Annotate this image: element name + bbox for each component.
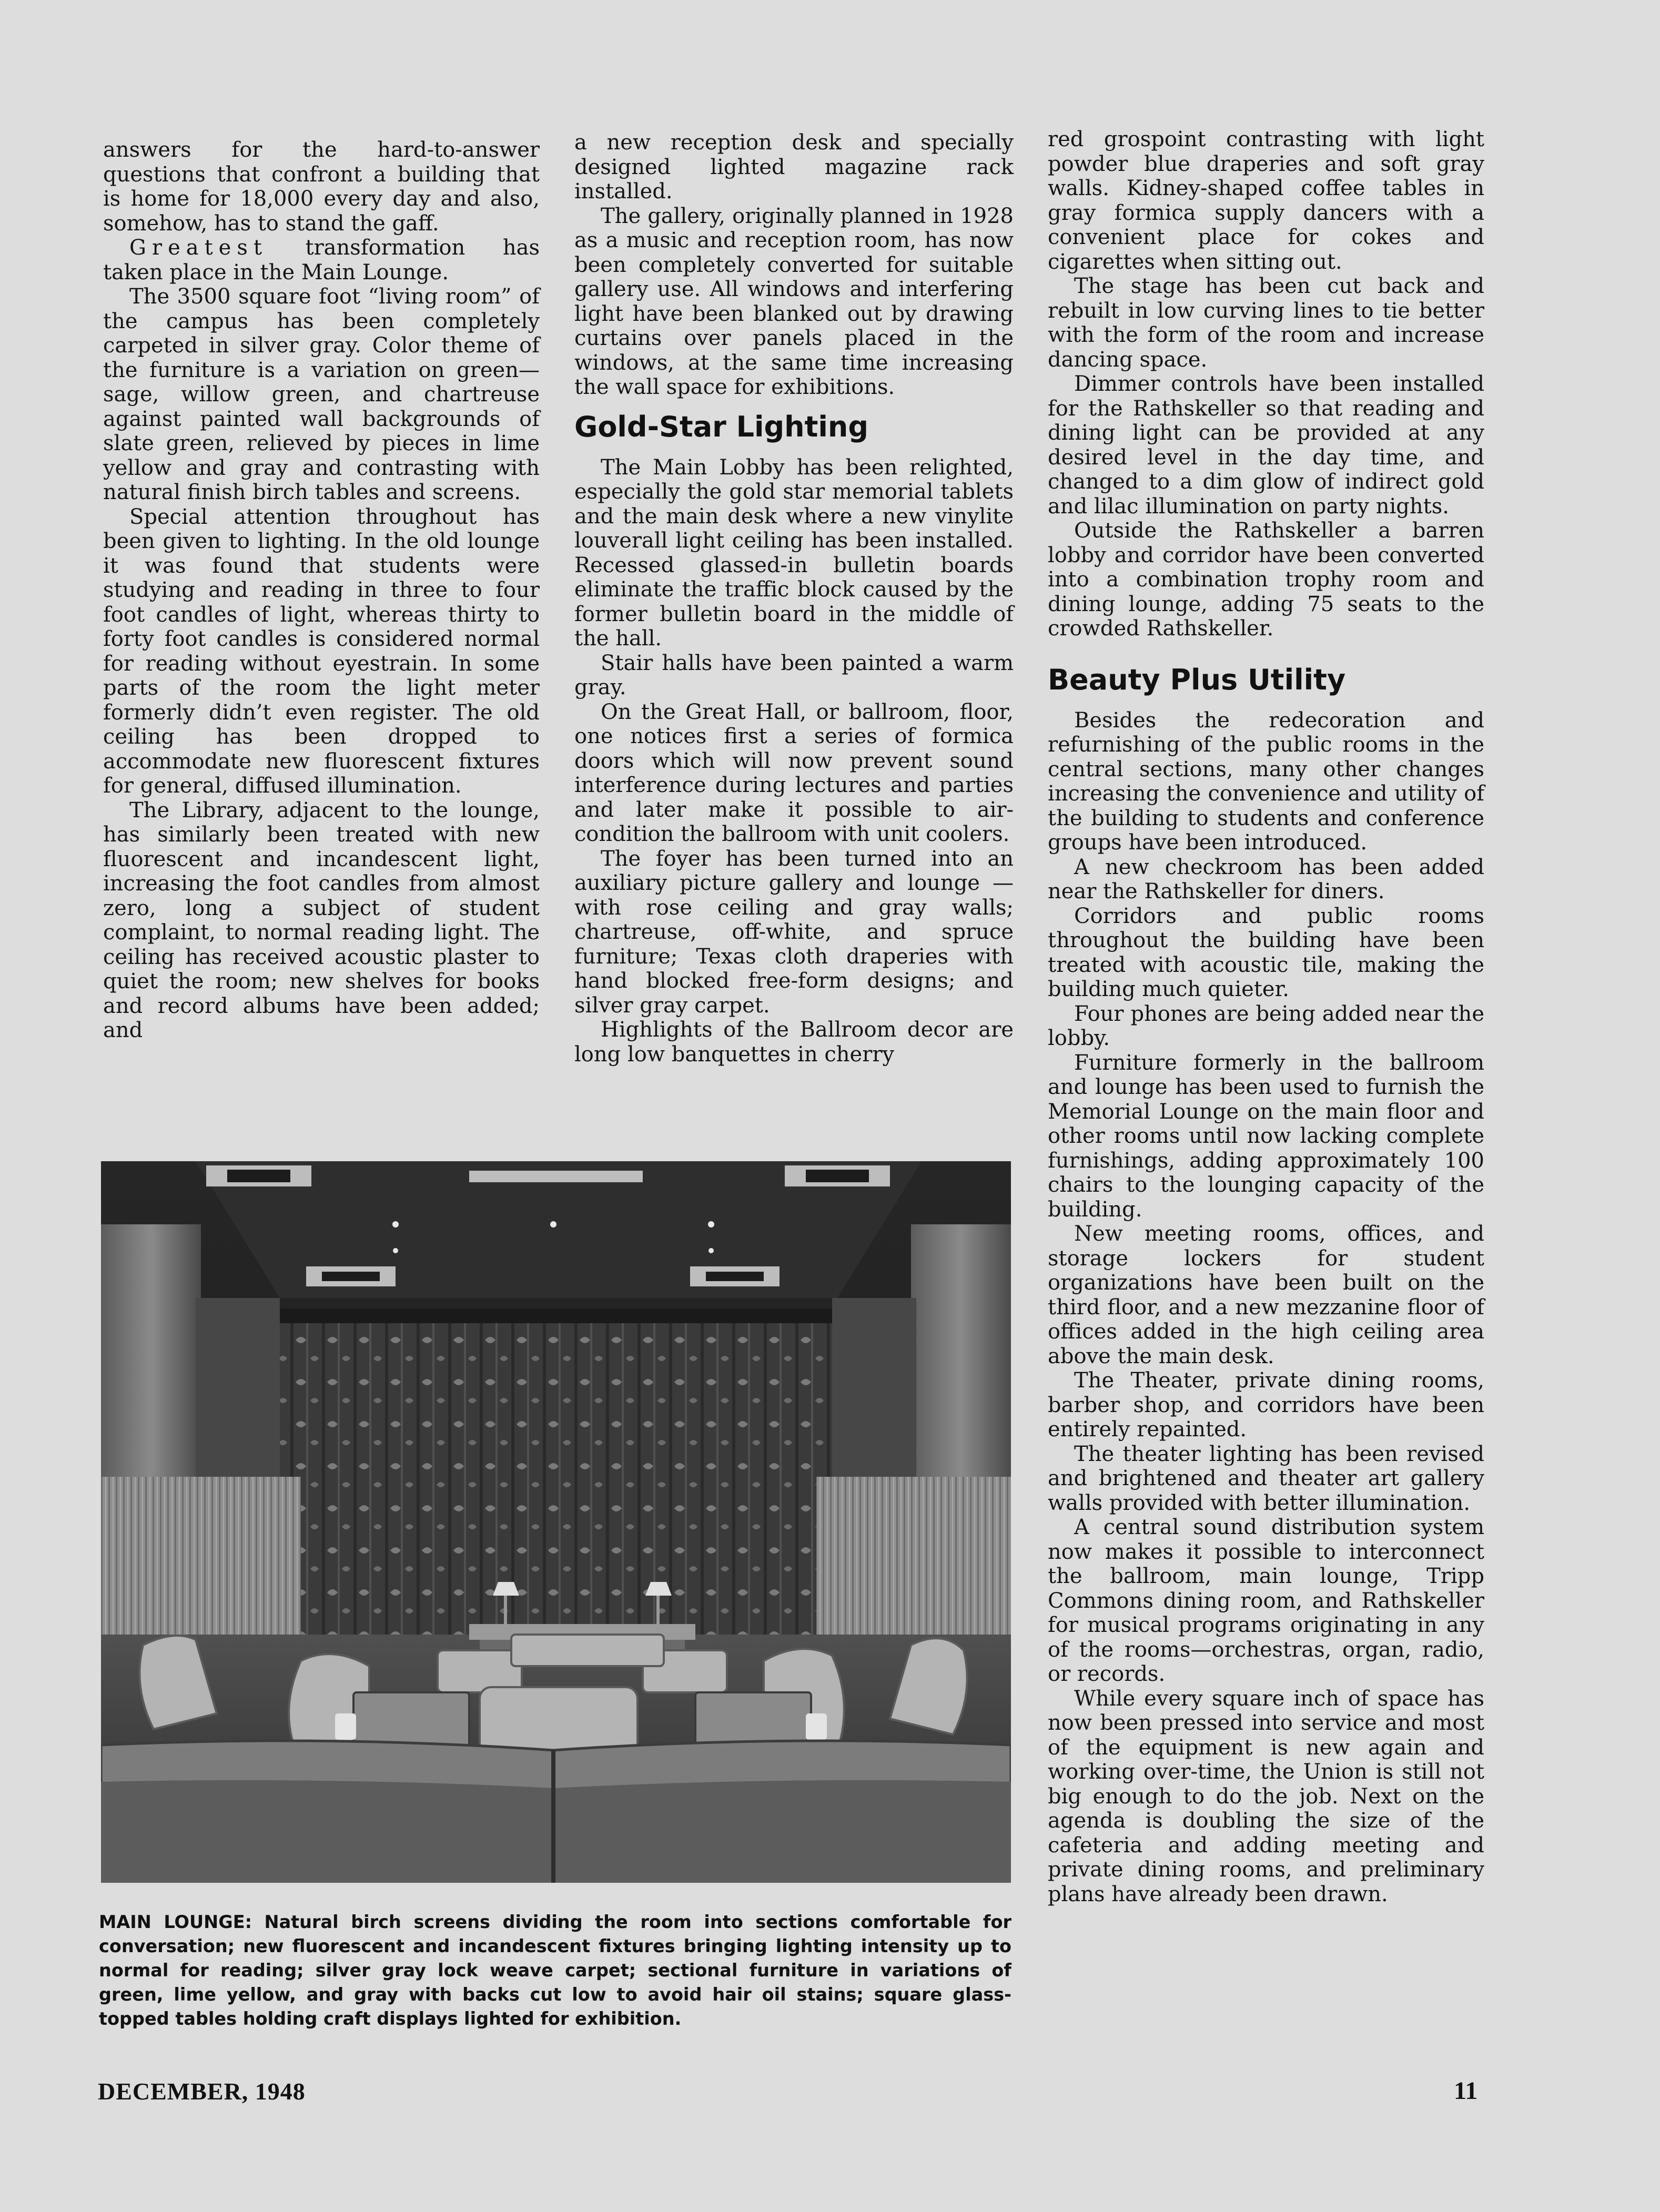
paragraph: answers for the hard-to-answer questions that confront a building that is home for 18,000 every day and also, somehow, has to stand the gaff.: [103, 138, 540, 236]
paragraph: New meeting rooms, offices, and storage lockers for student organizations have been built on the third floor, and a new mezzanine floor of offices added in the high ceiling area above the main desk.: [1048, 1222, 1484, 1368]
paragraph: a new reception desk and specially designed lighted magazine rack installed.: [574, 130, 1014, 204]
text-column-3: [1048, 127, 1484, 1906]
text-column-1: [103, 138, 540, 1043]
paragraph: red grospoint contrasting with light powder blue draperies and soft gray walls. Kidney-shaped coffee tables in gray formica supply dancers with a convenient place for cokes and cigarettes when sitting out.: [1048, 127, 1484, 274]
paragraph: Dimmer controls have been installed for the Rathskeller so that reading and dining light can be provided at any desired level in the day time, and changed to a dim glow of indirect gold and lilac illumination on party nights.: [1048, 372, 1484, 519]
paragraph: The stage has been cut back and rebuilt in low curving lines to tie better with the form of the room and increase dancing space.: [1048, 274, 1484, 372]
paragraph: Furniture formerly in the ballroom and lounge has been used to furnish the Memorial Lounge on the main floor and other rooms until now lacking complete furnishings, adding approximately 100 chairs to the lounging capacity of the building.: [1048, 1050, 1484, 1222]
paragraph: The foyer has been turned into an auxiliary picture gallery and lounge —with rose ceiling and gray walls; chartreuse, off-white, and spruce furniture; Texas cloth draperies with hand blocked free-form designs; and silver gray carpet.: [574, 846, 1014, 1018]
paragraph: A central sound distribution system now makes it possible to interconnect the ballroom, main lounge, Tripp Commons dining room, and Rathskeller for musical programs originating in any of the rooms—orchestras, organ, radio, or records.: [1048, 1515, 1484, 1686]
main-lounge-illustration: [101, 1161, 1011, 1883]
spaced-lead-rest: transformation has taken place in the Main Lounge.: [103, 236, 540, 285]
paragraph: Four phones are being added near the lobby.: [1048, 1001, 1484, 1050]
paragraph: Corridors and public rooms throughout the building have been treated with acoustic tile, making the building much quieter.: [1048, 904, 1484, 1001]
main-lounge-photo: [101, 1161, 1011, 1883]
spaced-lead-word: Greatest: [129, 236, 268, 260]
photo-caption: MAIN LOUNGE: Natural birch screens dividing the room into sections comfortable for conversation; new fluorescent and incandescent fixtures bringing lighting intensity up to normal for reading; silver gray lock weave carpet; sectional furniture in variations of green, lime yellow, and gray with backs cut low to avoid hair oil stains; square glass-topped tables holding craft displays lighted for exhibition.: [99, 1912, 1011, 2029]
paragraph: Outside the Rathskeller a barren lobby and corridor have been converted into a combination trophy room and dining lounge, adding 75 seats to the crowded Rathskeller.: [1048, 519, 1484, 641]
paragraph: The theater lighting has been revised and brightened and theater art gallery walls provided with better illumination.: [1048, 1442, 1484, 1515]
paragraph: The Library, adjacent to the lounge, has similarly been treated with new fluorescent and incandescent light, increasing the foot candles from almost zero, long a subject of student complaint, to normal reading light. The ceiling has received acoustic plaster to quiet the room; new shelves for books and record albums have been added; and: [103, 798, 540, 1042]
page-number: 11: [1454, 2077, 1478, 2105]
issue-date: DECEMBER, 1948: [98, 2078, 306, 2105]
paragraph: [103, 236, 540, 285]
paragraph: Highlights of the Ballroom decor are long low banquettes in cherry: [574, 1018, 1014, 1067]
section-heading-gold-star-lighting: Gold-Star Lighting: [574, 410, 869, 443]
paragraph: The 3500 square foot “living room” of the campus has been completely carpeted in silver gray. Color theme of the furniture is a variation on green—sage, willow green, and chartreuse against painted wall backgrounds of slate green, relieved by pieces in lime yellow and gray and contrasting with natural finish birch tables and screens.: [103, 285, 540, 504]
paragraph: While every square inch of space has now been pressed into service and most of the equipment is new again and working over-time, the Union is still not big enough to do the job. Next on the agenda is doubling the size of the cafeteria and adding meeting and private dining rooms, and preliminary plans have already been drawn.: [1048, 1686, 1484, 1906]
paragraph: Stair halls have been painted a warm gray.: [574, 651, 1014, 699]
paragraph: The Theater, private dining rooms, barber shop, and corridors have been entirely repainted.: [1048, 1368, 1484, 1442]
section-heading-beauty-plus-utility: Beauty Plus Utility: [1048, 663, 1346, 696]
text-column-2: [574, 130, 1014, 1067]
paragraph: Besides the redecoration and refurnishing of the public rooms in the central sections, many other changes increasing the convenience and utility of the building to students and conference groups have been introduced.: [1048, 708, 1484, 855]
paragraph: A new checkroom has been added near the Rathskeller for diners.: [1048, 855, 1484, 904]
paragraph: Special attention throughout has been given to lighting. In the old lounge it was found that students were studying and reading in three to four foot candles of light, whereas thirty to forty foot candles is considered normal for reading without eyestrain. In some parts of the room the light meter formerly didn’t even register. The old ceiling has been dropped to accommodate new fluorescent fixtures for general, diffused illumination.: [103, 504, 540, 798]
paragraph: On the Great Hall, or ballroom, floor, one notices first a series of formica doors which will now prevent sound interference during lectures and parties and later make it possible to air-condition the ballroom with unit coolers.: [574, 699, 1014, 846]
paragraph: The Main Lobby has been relighted, especially the gold star memorial tablets and the main desk where a new vinylite louverall light ceiling has been installed. Recessed glassed-in bulletin boards eliminate the traffic block caused by the former bulletin board in the middle of the hall.: [574, 455, 1014, 651]
paragraph: The gallery, originally planned in 1928 as a music and reception room, has now been completely converted for suitable gallery use. All windows and interfering light have been blanked out by drawing curtains over panels placed in the windows, at the same time increasing the wall space for exhibitions.: [574, 204, 1014, 399]
